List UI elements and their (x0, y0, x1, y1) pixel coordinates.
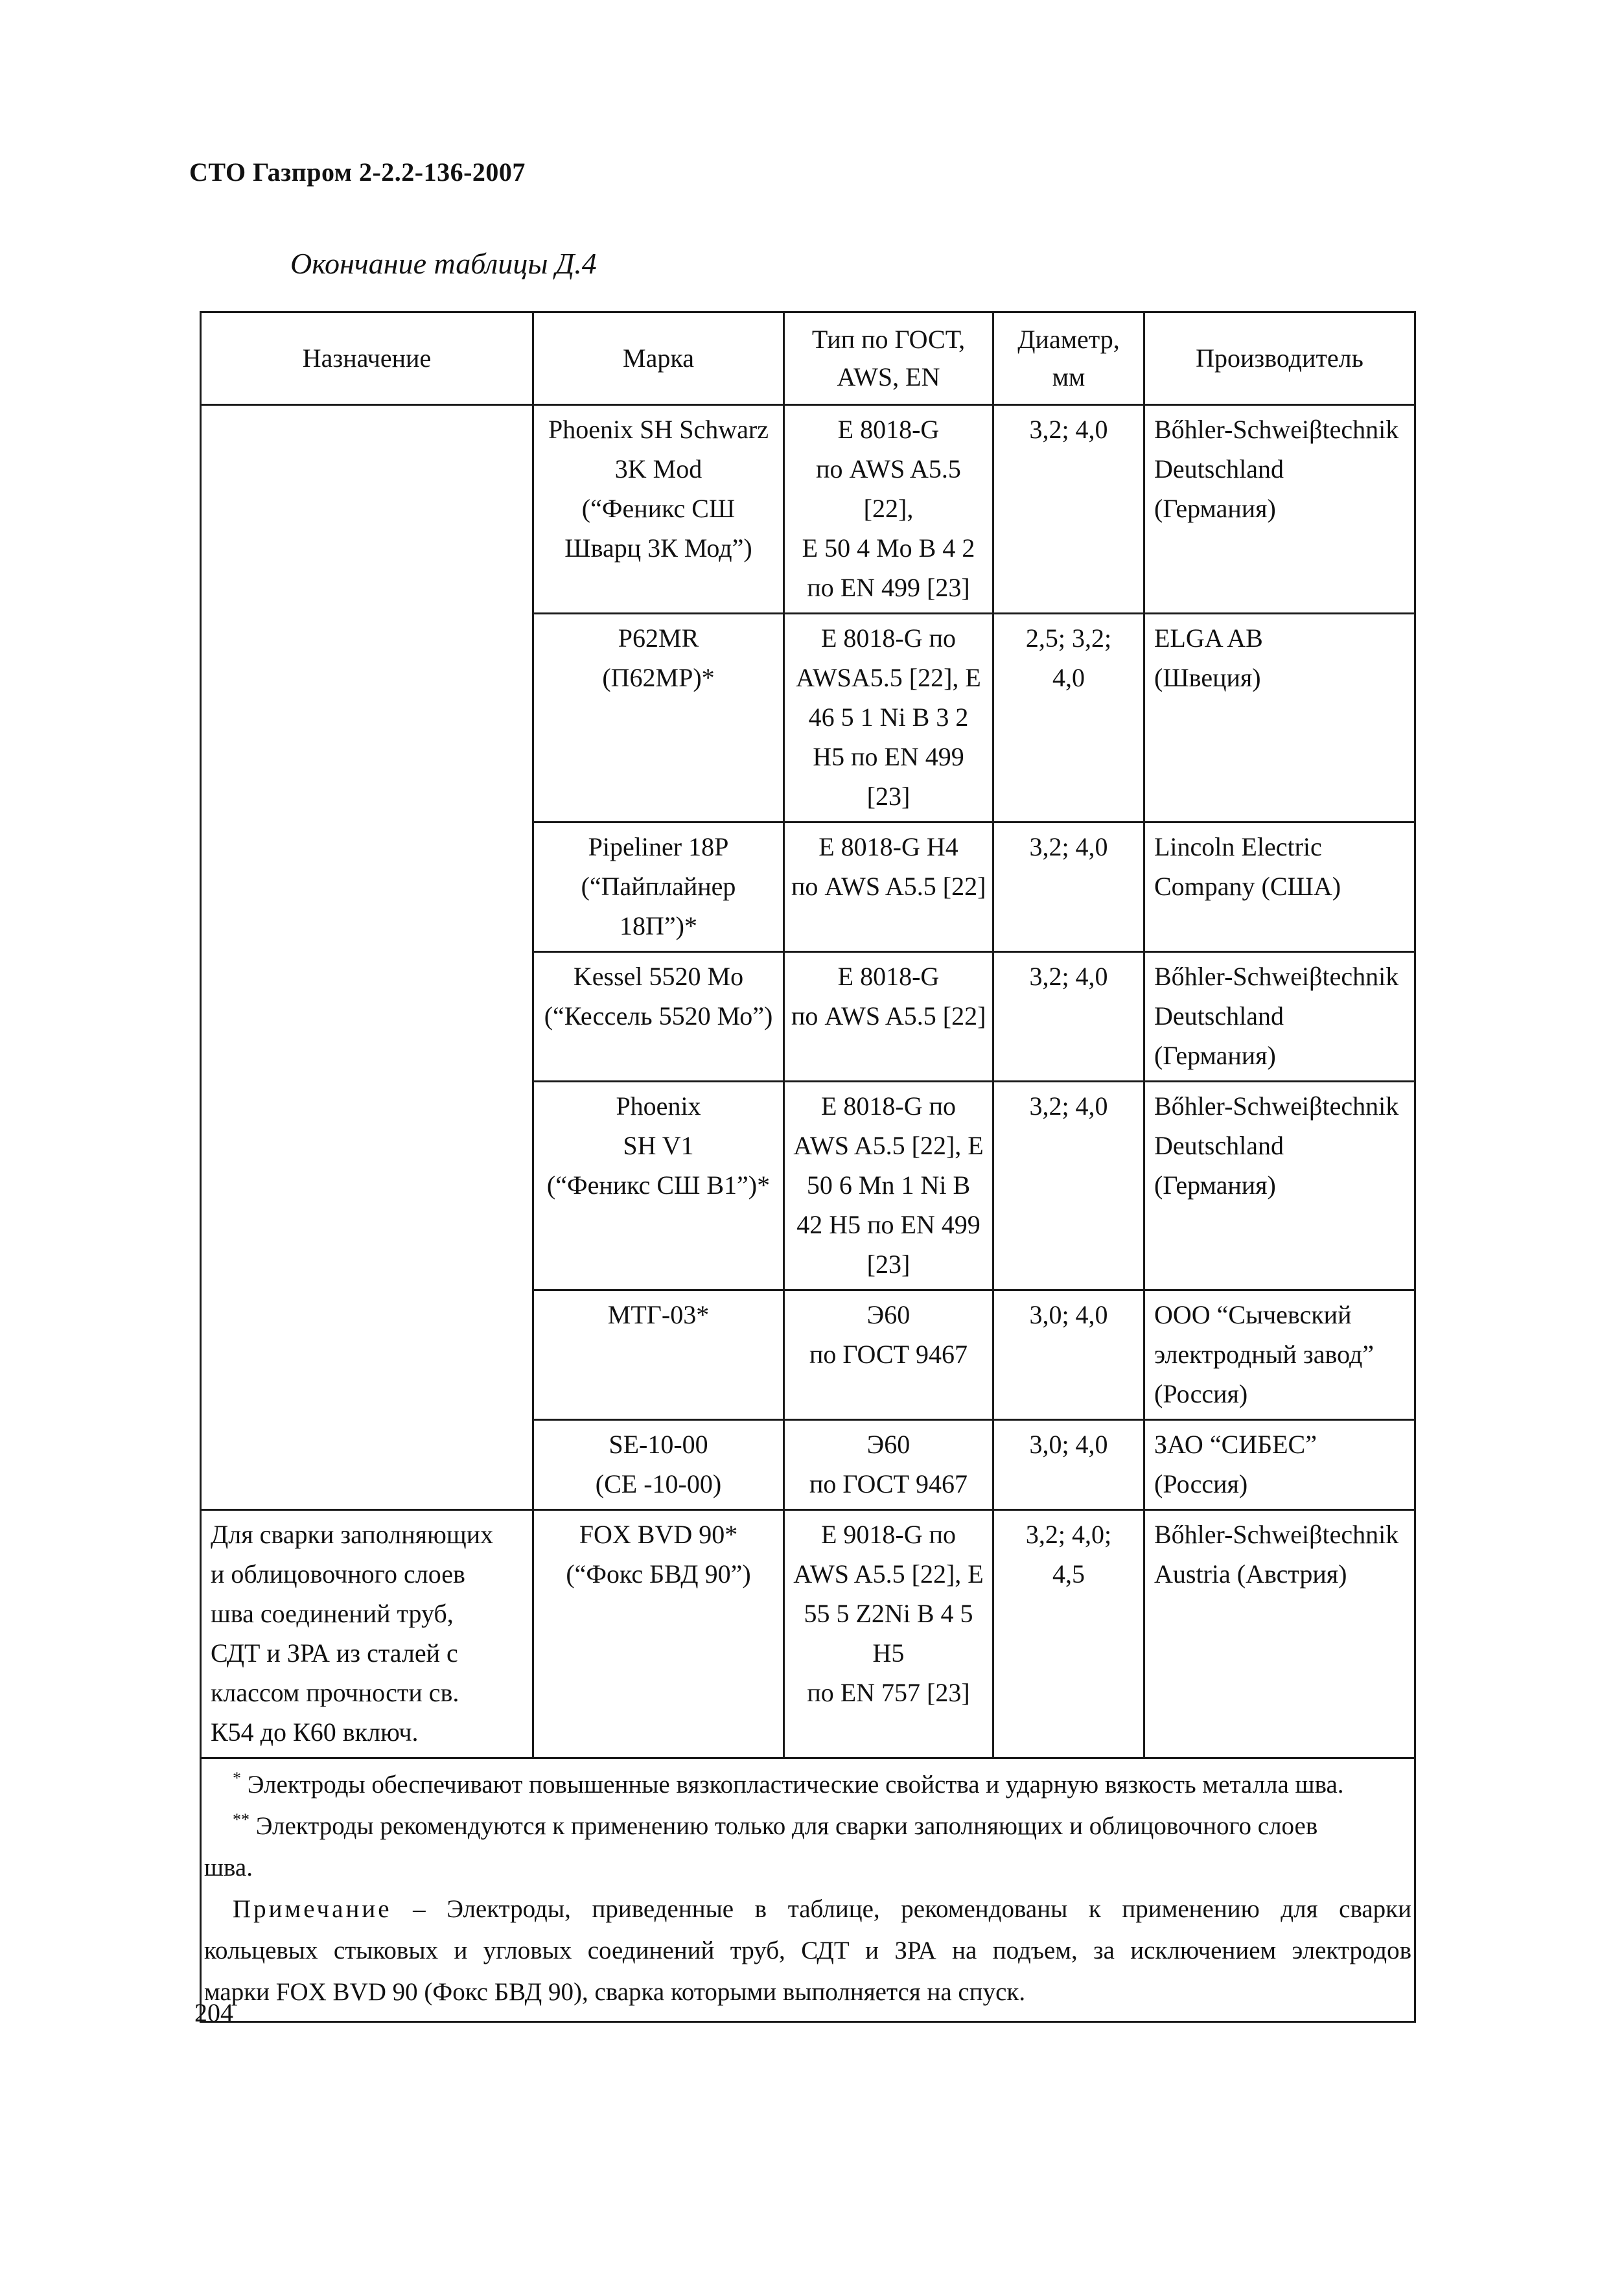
type-cell-line: по ГОСТ 9467 (809, 1469, 968, 1498)
type-cell-line: E 8018-G (837, 415, 940, 444)
table-row (201, 405, 1415, 614)
remark-line: кольцевых стыковых и угловых соединений труб, СДТ и ЗРА на подъем, за исключением электродов (204, 1937, 1411, 1964)
type-cell-line: по AWS A5.5 [22] (791, 1001, 986, 1031)
brand-cell-line: SE-10-00 (609, 1430, 708, 1459)
diameter-cell-line: 3,2; 4,0; (1025, 1520, 1112, 1549)
diameter-cell (993, 1290, 1144, 1420)
diameter-cell-line: 3,0; 4,0 (1029, 1430, 1108, 1459)
manufacturer-cell (1144, 1510, 1415, 1758)
brand-cell (533, 1420, 784, 1510)
diameter-cell (993, 1420, 1144, 1510)
manufacturer-cell-line: ЗАО “СИБЕС” (1154, 1430, 1317, 1459)
type-cell-line: E 8018-G (837, 962, 940, 991)
diameter-cell-line: 2,5; 3,2; (1025, 623, 1112, 653)
table-body (201, 405, 1415, 1758)
electrode-table-container (200, 311, 1414, 2023)
brand-cell-line: (“Фокс БВД 90”) (566, 1559, 751, 1589)
manufacturer-cell (1144, 822, 1415, 952)
type-cell-line: [23] (866, 782, 911, 811)
manufacturer-cell-line: Deutschland (1154, 1131, 1284, 1160)
type-cell-line: по ГОСТ 9467 (809, 1340, 968, 1369)
type-cell (784, 1082, 993, 1290)
brand-cell-line: МТГ-03* (607, 1300, 710, 1329)
brand-cell-line: 18П”)* (620, 911, 697, 940)
diameter-cell (993, 405, 1144, 614)
purpose-cell (201, 1510, 533, 1758)
manufacturer-cell-line: (Германия) (1154, 1041, 1276, 1070)
brand-cell-line: 3K Mod (614, 454, 702, 483)
diameter-cell (993, 1510, 1144, 1758)
table-notes (201, 1758, 1415, 2022)
manufacturer-cell (1144, 1290, 1415, 1420)
brand-cell-line: (СЕ -10-00) (595, 1469, 722, 1498)
column-header-text: AWS, EN (837, 362, 940, 391)
type-cell (784, 952, 993, 1082)
diameter-cell (993, 614, 1144, 822)
type-cell (784, 1510, 993, 1758)
table-header-row (201, 312, 1415, 405)
type-cell (784, 614, 993, 822)
manufacturer-cell-line: Deutschland (1154, 454, 1284, 483)
manufacturer-cell-line: Bőhler-Schweiβtechnik (1154, 1091, 1399, 1121)
footnote-single-star (204, 1764, 1411, 1806)
brand-cell (533, 1290, 784, 1420)
manufacturer-cell-line: Bőhler-Schweiβtechnik (1154, 962, 1399, 991)
brand-cell-line: (“Кессель 5520 Мо”) (544, 1001, 773, 1031)
manufacturer-cell-line: Company (США) (1154, 872, 1341, 901)
type-cell-line: по EN 499 [23] (807, 573, 970, 602)
brand-cell (533, 405, 784, 614)
type-cell-line: E 50 4 Mo B 4 2 (802, 533, 975, 563)
column-header-text: Тип по ГОСТ, (811, 325, 966, 354)
type-cell-line: AWSA5.5 [22], E (796, 663, 981, 692)
manufacturer-cell-line: (Германия) (1154, 494, 1276, 523)
brand-cell (533, 1082, 784, 1290)
type-cell-line: по AWS A5.5 [22] (791, 872, 986, 901)
type-cell-line: E 9018-G по (820, 1520, 957, 1549)
brand-cell-line: Phoenix (616, 1091, 701, 1121)
manufacturer-cell (1144, 405, 1415, 614)
brand-cell (533, 952, 784, 1082)
diameter-cell-line: 3,2; 4,0 (1029, 415, 1108, 444)
manufacturer-cell-line: ELGA AB (1154, 623, 1263, 653)
brand-cell-line: FOX BVD 90* (579, 1520, 738, 1549)
purpose-cell-empty (201, 405, 533, 1510)
remark-line: марки FOX BVD 90 (Фокс БВД 90), сварка которыми выполняется на спуск. (204, 1978, 1026, 2006)
manufacturer-cell-line: (Россия) (1154, 1469, 1248, 1498)
column-header-text: мм (1052, 362, 1085, 391)
type-cell-line: 50 6 Mn 1 Ni B (806, 1170, 971, 1200)
type-cell-line: Э60 (866, 1300, 911, 1329)
page-number: 204 (194, 1998, 233, 2027)
brand-cell-line: (“Пайплайнер (581, 872, 736, 901)
column-header-diameter (993, 312, 1144, 405)
diameter-cell-line: 3,2; 4,0 (1029, 962, 1108, 991)
manufacturer-cell-line: Lincoln Electric (1154, 832, 1322, 861)
manufacturer-cell-line: (Германия) (1154, 1170, 1276, 1200)
type-cell-line: AWS A5.5 [22], E (793, 1559, 984, 1589)
diameter-cell-line: 4,5 (1052, 1559, 1085, 1589)
remark-text: – Электроды, приведенные в таблице, рекомендованы к применению для сварки (391, 1895, 1411, 1923)
type-cell-line: E 8018-G по (820, 1091, 957, 1121)
purpose-cell-line: Для сварки заполняющих (211, 1520, 494, 1549)
type-cell-line: 42 H5 по EN 499 (796, 1210, 980, 1239)
column-header-text: Производитель (1196, 344, 1363, 373)
manufacturer-cell (1144, 952, 1415, 1082)
type-cell-line: [22], (863, 494, 914, 523)
brand-cell-line: (“Феникс СШ В1”)* (546, 1170, 771, 1200)
remark-label: Примечание (233, 1895, 392, 1923)
brand-cell (533, 614, 784, 822)
type-cell-line: AWS A5.5 [22], E (793, 1131, 984, 1160)
brand-cell (533, 1510, 784, 1758)
footnote-text: Электроды обеспечивают повышенные вязкопластические свойства и ударную вязкость металла шва. (247, 1771, 1344, 1799)
column-header-brand (533, 312, 784, 405)
type-cell-line: [23] (866, 1250, 911, 1279)
column-header-text: Марка (623, 344, 694, 373)
electrode-table (200, 311, 1416, 2023)
brand-cell-line: SH V1 (623, 1131, 694, 1160)
purpose-cell-line: и облицовочного слоев (211, 1559, 465, 1589)
diameter-cell-line: 3,2; 4,0 (1029, 832, 1108, 861)
footnote-double-star (204, 1806, 1411, 1847)
brand-cell-line: Pipeliner 18P (588, 832, 729, 861)
type-cell-line: E 8018-G H4 (818, 832, 958, 861)
type-cell-line: 55 5 Z2Ni B 4 5 (804, 1599, 973, 1628)
column-header-manufacturer (1144, 312, 1415, 405)
manufacturer-cell (1144, 1420, 1415, 1510)
diameter-cell (993, 1082, 1144, 1290)
manufacturer-cell-line: ООО “Сычевский (1154, 1300, 1352, 1329)
type-cell-line: Э60 (866, 1430, 911, 1459)
manufacturer-cell-line: Deutschland (1154, 1001, 1284, 1031)
brand-cell (533, 822, 784, 952)
column-header-type (784, 312, 993, 405)
type-cell-line: H5 (872, 1638, 905, 1668)
diameter-cell-line: 4,0 (1052, 663, 1085, 692)
type-cell-line: по EN 757 [23] (807, 1678, 970, 1707)
purpose-cell-line: шва соединений труб, (211, 1599, 454, 1628)
diameter-cell (993, 952, 1144, 1082)
type-cell-line: по AWS A5.5 (816, 454, 961, 483)
notes-cell (201, 1758, 1415, 2022)
footnote-text-continued: шва. (204, 1854, 253, 1881)
diameter-cell-line: 3,2; 4,0 (1029, 1091, 1108, 1121)
table-caption: Окончание таблицы Д.4 (290, 247, 597, 280)
type-cell-line: E 8018-G по (820, 623, 957, 653)
manufacturer-cell-line: (Россия) (1154, 1379, 1248, 1408)
footnote-marker: ** (233, 1810, 249, 1829)
diameter-cell-line: 3,0; 4,0 (1029, 1300, 1108, 1329)
brand-cell-line: P62MR (618, 623, 699, 653)
document-header: СТО Газпром 2-2.2-136-2007 (189, 157, 526, 187)
remark-line (204, 1889, 1411, 1930)
column-header-text: Диаметр, (1017, 325, 1120, 354)
manufacturer-cell (1144, 614, 1415, 822)
purpose-cell-line: СДТ и ЗРА из сталей с (211, 1638, 458, 1668)
brand-cell-line: Шварц 3К Мод”) (564, 533, 752, 563)
manufacturer-cell-line: электродный завод” (1154, 1340, 1375, 1369)
footnote-marker: * (233, 1769, 241, 1788)
diameter-cell (993, 822, 1144, 952)
type-cell-line: H5 по EN 499 (813, 742, 964, 771)
table-row (201, 1510, 1415, 1758)
brand-cell-line: (П62МР)* (602, 663, 715, 692)
manufacturer-cell-line: Bőhler-Schweiβtechnik (1154, 1520, 1399, 1549)
manufacturer-cell-line: Bőhler-Schweiβtechnik (1154, 415, 1399, 444)
brand-cell-line: Phoenix SH Schwarz (548, 415, 769, 444)
notes-row (201, 1758, 1415, 2022)
brand-cell-line: (“Феникс СШ (581, 494, 736, 523)
type-cell (784, 822, 993, 952)
purpose-cell-line: классом прочности св. (211, 1678, 459, 1707)
manufacturer-cell-line: Austria (Австрия) (1154, 1559, 1347, 1589)
type-cell (784, 1420, 993, 1510)
type-cell (784, 1290, 993, 1420)
type-cell-line: 46 5 1 Ni B 3 2 (808, 703, 969, 732)
column-header-purpose (201, 312, 533, 405)
manufacturer-cell (1144, 1082, 1415, 1290)
purpose-cell-line: К54 до К60 включ. (211, 1718, 419, 1747)
column-header-text: Назначение (302, 344, 432, 373)
type-cell (784, 405, 993, 614)
manufacturer-cell-line: (Швеция) (1154, 663, 1261, 692)
footnote-text: Электроды рекомендуются к применению только для сварки заполняющих и облицовочного слоев (255, 1812, 1318, 1840)
brand-cell-line: Kessel 5520 Mo (573, 962, 744, 991)
